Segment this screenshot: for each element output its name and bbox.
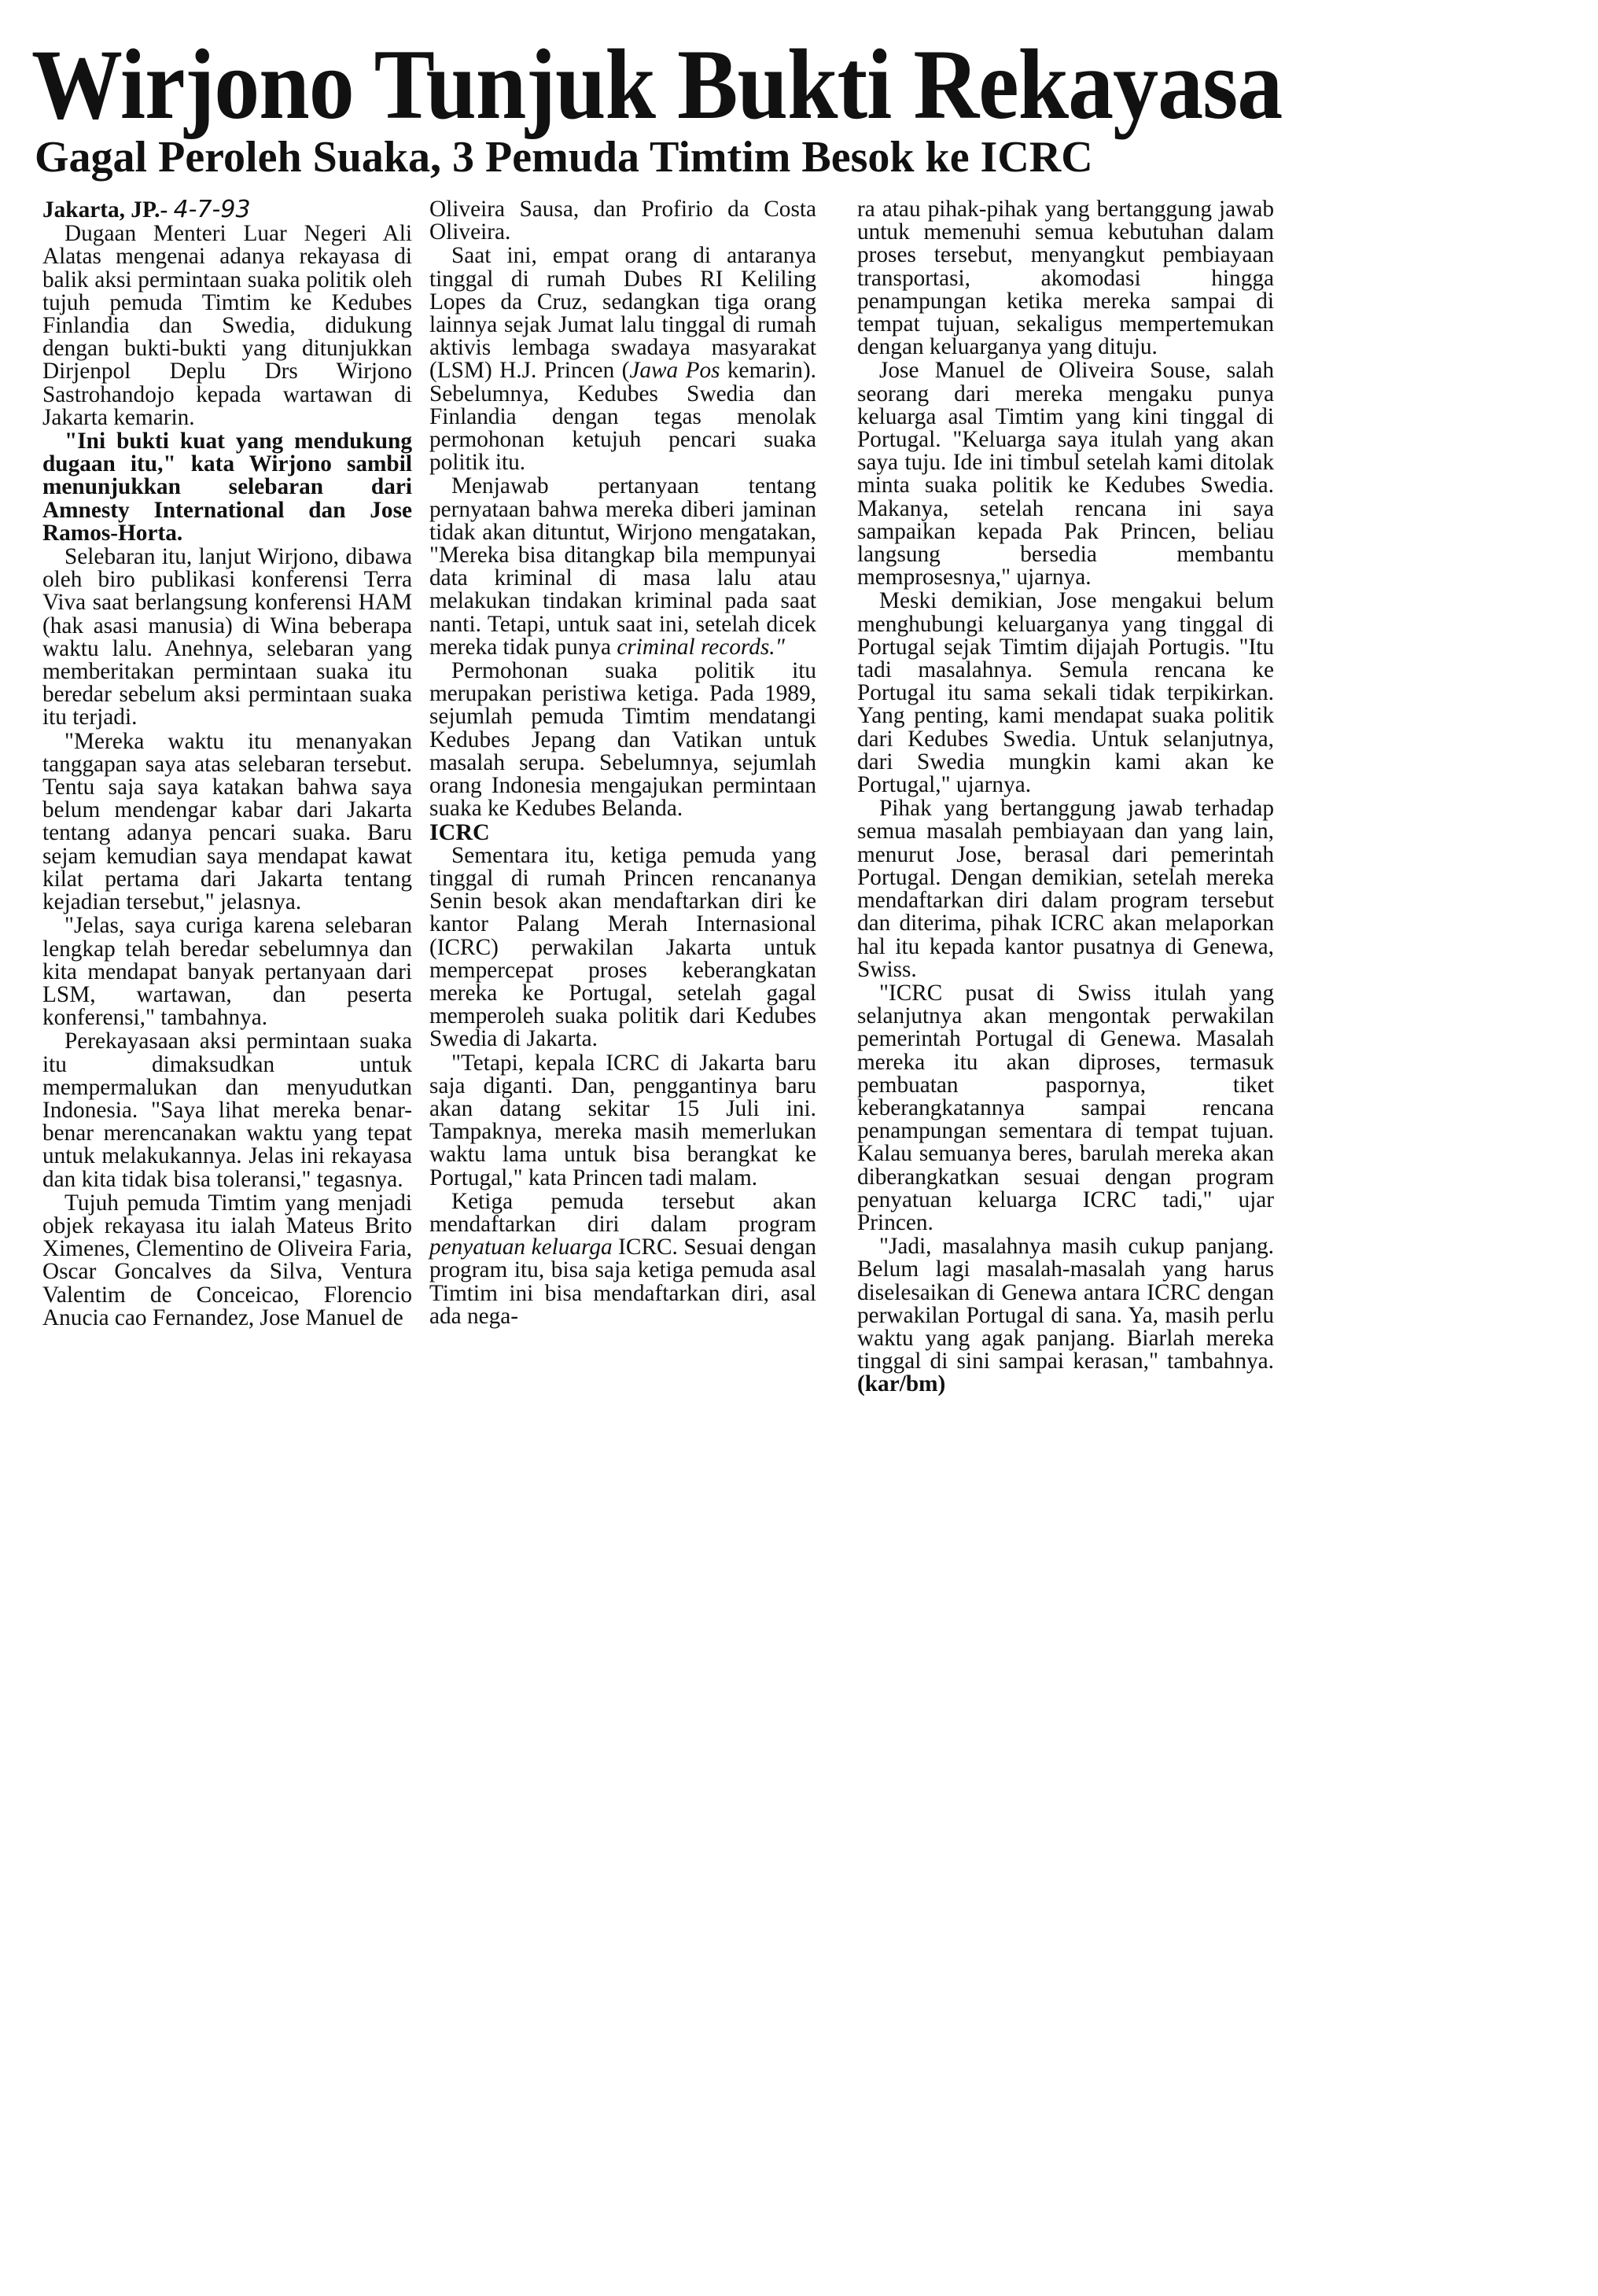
subheadline: Gagal Peroleh Suaka, 3 Pemuda Timtim Besok ke ICRC	[35, 133, 1093, 182]
handwritten-date: 4-7-93	[173, 196, 251, 223]
paragraph: Dugaan Menteri Luar Negeri Ali Alatas mengenai adanya rekayasa di balik aksi permintaan suaka politik oleh tujuh pemuda Timtim ke Kedubes Finlandia dan Swedia, didukung dengan bukti-bukti yang ditunjukkan Dirjenpol Deplu Drs Wirjono Sastrohandojo kepada wartawan di Jakarta kemarin.	[42, 221, 412, 430]
paragraph	[429, 245, 816, 474]
dateline-paragraph	[42, 198, 412, 222]
paragraph	[857, 1235, 1274, 1396]
text-run-italic: criminal records."	[617, 634, 785, 660]
paragraph: Pihak yang bertanggung jawab terhadap semua masalah pembiayaan dan yang lain, menurut Jose, berasal dari pemerintah Portugal. Dengan demikian, setelah mereka mendaftarkan diri dalam program tersebut dan diterima, pihak ICRC akan melaporkan hal itu kepada kantor pusatnya di Genewa, Swiss.	[857, 796, 1274, 982]
paragraph	[429, 1190, 816, 1328]
text-run: ICRC. Sesuai dengan program itu, bisa saja ketiga pemuda asal Timtim ini bisa mendaftarkan diri, asal ada nega-	[429, 1234, 816, 1329]
paragraph: "Jelas, saya curiga karena selebaran lengkap telah beredar sebelumnya dan kita mendapat banyak pertanyaan dari LSM, wartawan, dan peserta konferensi," tambahnya.	[42, 913, 412, 1031]
dateline: Jakarta, JP.-	[42, 197, 168, 223]
paragraph: Jose Manuel de Oliveira Souse, salah seorang dari mereka mengaku punya keluarga asal Timtim yang kini tinggal di Portugal. "Keluarga saya itulah yang akan saya tuju. Ide ini timbul setelah kami ditolak minta suaka politik ke Kedubes Swedia. Makanya, setelah rencana ini saya sampaikan kepada Pak Princen, beliau langsung bersedia membantu memprosesnya," ujarnya.	[857, 358, 1274, 591]
paragraph: "ICRC pusat di Swiss itulah yang selanjutnya akan mengontak perwakilan pemerintah Portugal di Genewa. Masalah mereka itu akan diproses, termasuk pembuatan paspornya, tiket keberangkatannya sampai rencana penampungan sementara di tempat tujuan. Kalau semuanya beres, barulah mereka akan diberangkatkan sesuai dengan program penyatuan keluarga ICRC tadi," ujar Princen.	[857, 980, 1274, 1235]
paragraph: Sementara itu, ketiga pemuda yang tinggal di rumah Princen rencananya Senin besok akan mendaftarkan diri ke kantor Palang Merah Internasional (ICRC) perwakilan Jakarta untuk mempercepat proses keberangkatan mereka ke Portugal, setelah gagal memperoleh suaka politik dari Kedubes Swedia di Jakarta.	[429, 842, 816, 1052]
paragraph: Perekayasaan aksi permintaan suaka itu dimaksudkan untuk mempermalukan dan menyudutkan Indonesia. "Saya lihat mereka benar-benar merencanakan waktu yang tepat untuk melakukannya. Jelas ini rekayasa dan kita tidak bisa toleransi," tegasnya.	[42, 1028, 412, 1192]
text-run: Menjawab pertanyaan tentang pernyataan bahwa mereka diberi jaminan tidak akan dituntut, Wirjono mengatakan, "Mereka bisa ditangkap bila mempunyai data kriminal di masa lalu atau melakukan tindakan kriminal pada saat nanti. Tetapi, untuk saat ini, setelah dicek mereka tidak punya	[429, 473, 816, 660]
paragraph: Tujuh pemuda Timtim yang menjadi objek rekayasa itu ialah Mateus Brito Ximenes, Clementino de Oliveira Faria, Oscar Goncalves da Silva, Ventura Valentim de Conceicao, Florencio Anucia cao Fernandez, Jose Manuel de	[42, 1190, 412, 1330]
text-run-italic: penyatuan keluarga	[429, 1234, 613, 1260]
text-run: Ketiga pemuda tersebut akan mendaftarkan diri dalam program	[429, 1188, 816, 1237]
paragraph: Selebaran itu, lanjut Wirjono, dibawa oleh biro publikasi konferensi Terra Viva saat berlangsung konferensi HAM (hak asasi manusia) di Wina beberapa waktu lalu. Anehnya, selebaran yang memberitakan permintaan suaka itu beredar sebelum aksi permintaan suaka itu terjadi.	[42, 544, 412, 730]
article-column-3	[857, 198, 1274, 1397]
section-subhead: ICRC	[429, 819, 490, 846]
text-run: kemarin). Sebelumnya, Kedubes Swedia dan Finlandia dengan tegas menolak permohonan ketujuh pencari suaka politik itu.	[429, 358, 816, 476]
paragraph: "Ini bukti kuat yang mendukung dugaan itu," kata Wirjono sambil menunjukkan selebaran dari Amnesty International dan Jose Ramos-Horta.	[42, 429, 412, 546]
signoff: (kar/bm)	[857, 1371, 946, 1397]
paragraph: "Tetapi, kepala ICRC di Jakarta baru saja diganti. Dan, penggantinya baru akan datang sekitar 15 Juli ini. Tampaknya, mereka masih memerlukan waktu lama untuk bisa berangkat ke Portugal," kata Princen tadi malam.	[429, 1050, 816, 1190]
paragraph: Meski demikian, Jose mengakui belum menghubungi keluarganya yang tinggal di Portugal sejak Timtim dijajah Portugis. "Itu tadi masalahnya. Semula rencana ke Portugal itu sama sekali tidak terpikirkan. Yang penting, kami mendapat suaka politik dari Kedubes Swedia. Untuk selanjutnya, dari Swedia mungkin kami akan ke Portugal," ujarnya.	[857, 588, 1274, 798]
paragraph	[429, 475, 816, 659]
article-column-2	[429, 198, 816, 1329]
headline: Wirjono Tunjuk Bukti Rekayasa	[31, 29, 1283, 141]
paragraph: Permohonan suaka politik itu merupakan peristiwa ketiga. Pada 1989, sejumlah pemuda Timtim mendatangi Kedubes Jepang dan Vatikan untuk masalah serupa. Sebelumnya, sejumlah orang Indonesia mengajukan permintaan suaka ke Kedubes Belanda.	[429, 658, 816, 822]
paragraph: ra atau pihak-pihak yang bertanggung jawab untuk memenuhi semua kebutuhan dalam proses tersebut, menyangkut pembiayaan transportasi, akomodasi hingga penampungan ketika mereka sampai di tempat tujuan, sekaligus mempertemukan dengan keluarganya yang dituju.	[857, 197, 1274, 360]
paragraph: Oliveira Sausa, dan Profirio da Costa Oliveira.	[429, 197, 816, 245]
text-run: Saat ini, empat orang di antaranya tinggal di rumah Dubes RI Keliling Lopes da Cruz, sedangkan tiga orang lainnya sejak Jumat lalu tinggal di rumah aktivis lembaga swadaya masyarakat (LSM) H.J. Princen (	[429, 243, 816, 384]
article-column-1	[42, 198, 412, 1330]
paragraph: "Mereka waktu itu menanyakan tanggapan saya atas selebaran tersebut. Tentu saja saya katakan bahwa saya belum mendengar kabar dari Jakarta tentang adanya pencari suaka. Baru sejam kemudian saya mendapat kawat kilat pertama dari Jakarta tentang kejadian tersebut," jelasnya.	[42, 728, 412, 915]
text-run: "Jadi, masalahnya masih cukup panjang. Belum lagi masalah-masalah yang harus diselesaikan di Genewa antara ICRC dengan perwakilan Portugal di sana. Ya, masih perlu waktu yang agak panjang. Biarlah mereka tinggal di sini sampai kerasan," tambahnya.	[857, 1234, 1274, 1374]
text-run-italic: Jawa Pos	[629, 358, 720, 384]
